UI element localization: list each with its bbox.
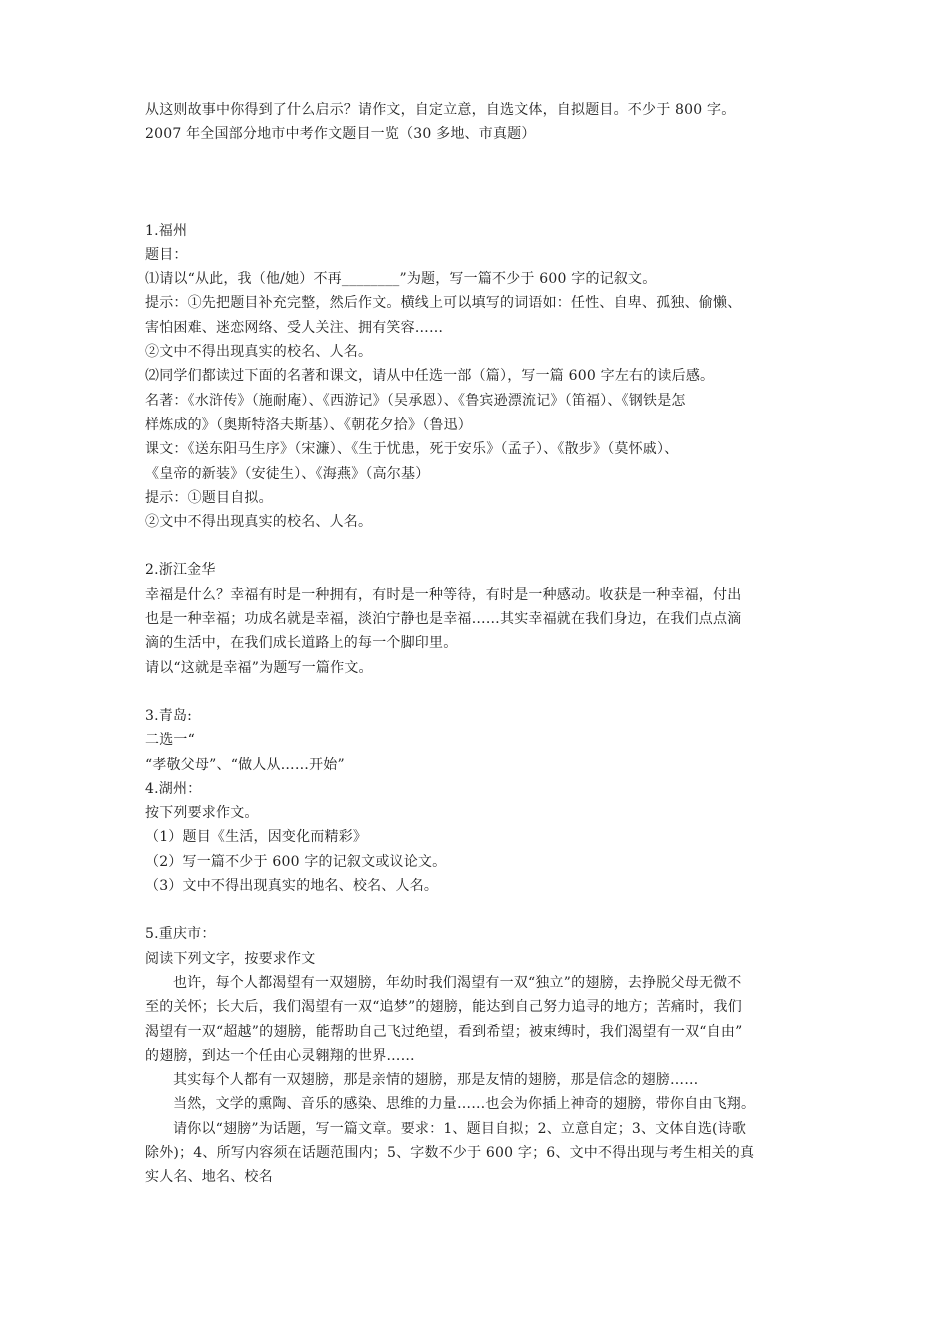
- section-3-heading: 3.青岛:: [145, 707, 193, 724]
- section-3-line-2: “孝敬父母”、“做人从……开始”: [145, 756, 345, 773]
- document-page: [145, 98, 813, 1190]
- section-5-para-4c: 实人名、地名、校名: [145, 1169, 273, 1186]
- section-5-para-3: 当然，文学的熏陶、音乐的感染、思维的力量……也会为你插上神奇的翅膀，带你自由飞翔。: [173, 1096, 756, 1113]
- section-4-heading: 4.湖州：: [145, 780, 202, 797]
- intro-line-2: 2007 年全国部分地市中考作文题目一览（30 多地、市真题）: [145, 126, 536, 143]
- section-2-para-3: 滴的生活中，在我们成长道路上的每一个脚印里。: [145, 635, 458, 652]
- section-4-line-4: （3）文中不得出现真实的地名、校名、人名。: [145, 878, 439, 895]
- section-1-tip-1b: 害怕困难、迷恋网络、受人关注、拥有笑容……: [145, 319, 444, 336]
- section-1-tip-1c: ②文中不得出现真实的校名、人名。: [145, 344, 373, 361]
- section-4-line-2: （1）题目《生活，因变化而精彩》: [145, 829, 368, 846]
- section-2-para-1: 幸福是什么？幸福有时是一种拥有，有时是一种等待，有时是一种感动。收获是一种幸福，付出: [145, 586, 742, 603]
- section-5-para-2: 其实每个人都有一双翅膀，那是亲情的翅膀，那是友情的翅膀，那是信念的翅膀……: [173, 1072, 699, 1089]
- section-1-question-2: ⑵同学们都读过下面的名著和课文，请从中任选一部（篇），写一篇 600 字左右的读后感。: [145, 368, 715, 385]
- section-1-tip-2b: ②文中不得出现真实的校名、人名。: [145, 514, 373, 531]
- section-5-heading: 5.重庆市：: [145, 926, 216, 943]
- section-5-para-1b: 至的关怀；长大后，我们渴望有一双“追梦”的翅膀，能达到自己努力追寻的地方；苦痛时，我们: [145, 999, 742, 1016]
- section-2-para-2: 也是一种幸福；功成名就是幸福，淡泊宁静也是幸福……其实幸福就在我们身边，在我们点点滴: [145, 611, 742, 628]
- section-1-label: 题目：: [145, 246, 188, 263]
- section-5-line-1: 阅读下列文字，按要求作文: [145, 950, 316, 967]
- section-1-tip-2a: 提示：①题目自拟。: [145, 489, 273, 506]
- section-1-books-a: 名著：《水浒传》（施耐庵）、《西游记》（吴承恩）、《鲁宾逊漂流记》（笛福）、《钢铁是怎: [145, 392, 686, 409]
- section-1-heading: 1.福州: [145, 222, 188, 239]
- intro-line-1: 从这则故事中你得到了什么启示？请作文，自定立意，自选文体，自拟题目。不少于 800 字。: [145, 102, 736, 118]
- section-5-para-1d: 的翅膀，到达一个任由心灵翱翔的世界……: [145, 1047, 415, 1064]
- section-1-books-b: 样炼成的》（奥斯特洛夫斯基）、《朝花夕拾》（鲁迅）: [145, 416, 472, 433]
- section-2-para-4: 请以“这就是幸福”为题写一篇作文。: [145, 659, 373, 676]
- section-4-line-3: （2）写一篇不少于 600 字的记叙文或议论文。: [145, 853, 447, 870]
- section-1-texts-b: 《皇帝的新装》（安徒生）、《海燕》（高尔基）: [145, 465, 430, 482]
- section-5-para-4b: 除外)；4、所写内容须在话题范围内；5、字数不少于 600 字；6、文中不得出现与考生相关的真: [145, 1144, 755, 1161]
- section-3-line-1: 二选一“: [145, 732, 195, 749]
- section-5-para-1c: 渴望有一双“超越”的翅膀，能帮助自己飞过绝望，看到希望；被束缚时，我们渴望有一双“自由”: [145, 1023, 743, 1040]
- section-5-para-4a: 请你以“翅膀”为话题，写一篇文章。要求：1、题目自拟；2、立意自定；3、文体自选(诗歌: [173, 1120, 747, 1137]
- section-4-line-1: 按下列要求作文。: [145, 805, 259, 822]
- section-2-heading: 2.浙江金华: [145, 562, 216, 579]
- section-1-question-1: ⑴请以“从此，我（他/她）不再________”为题，写一篇不少于 600 字的记叙文。: [145, 271, 657, 288]
- section-5-para-1a: 也许，每个人都渴望有一双翅膀，年幼时我们渴望有一双“独立”的翅膀，去挣脱父母无微不: [173, 974, 742, 991]
- section-1-tip-1a: 提示：①先把题目补充完整，然后作文。横线上可以填写的词语如：任性、自卑、孤独、偷懒、: [145, 295, 742, 312]
- section-1-texts-a: 课文：《送东阳马生序》（宋濂）、《生于忧患，死于安乐》（孟子）、《散步》（莫怀戚）、: [145, 441, 679, 458]
